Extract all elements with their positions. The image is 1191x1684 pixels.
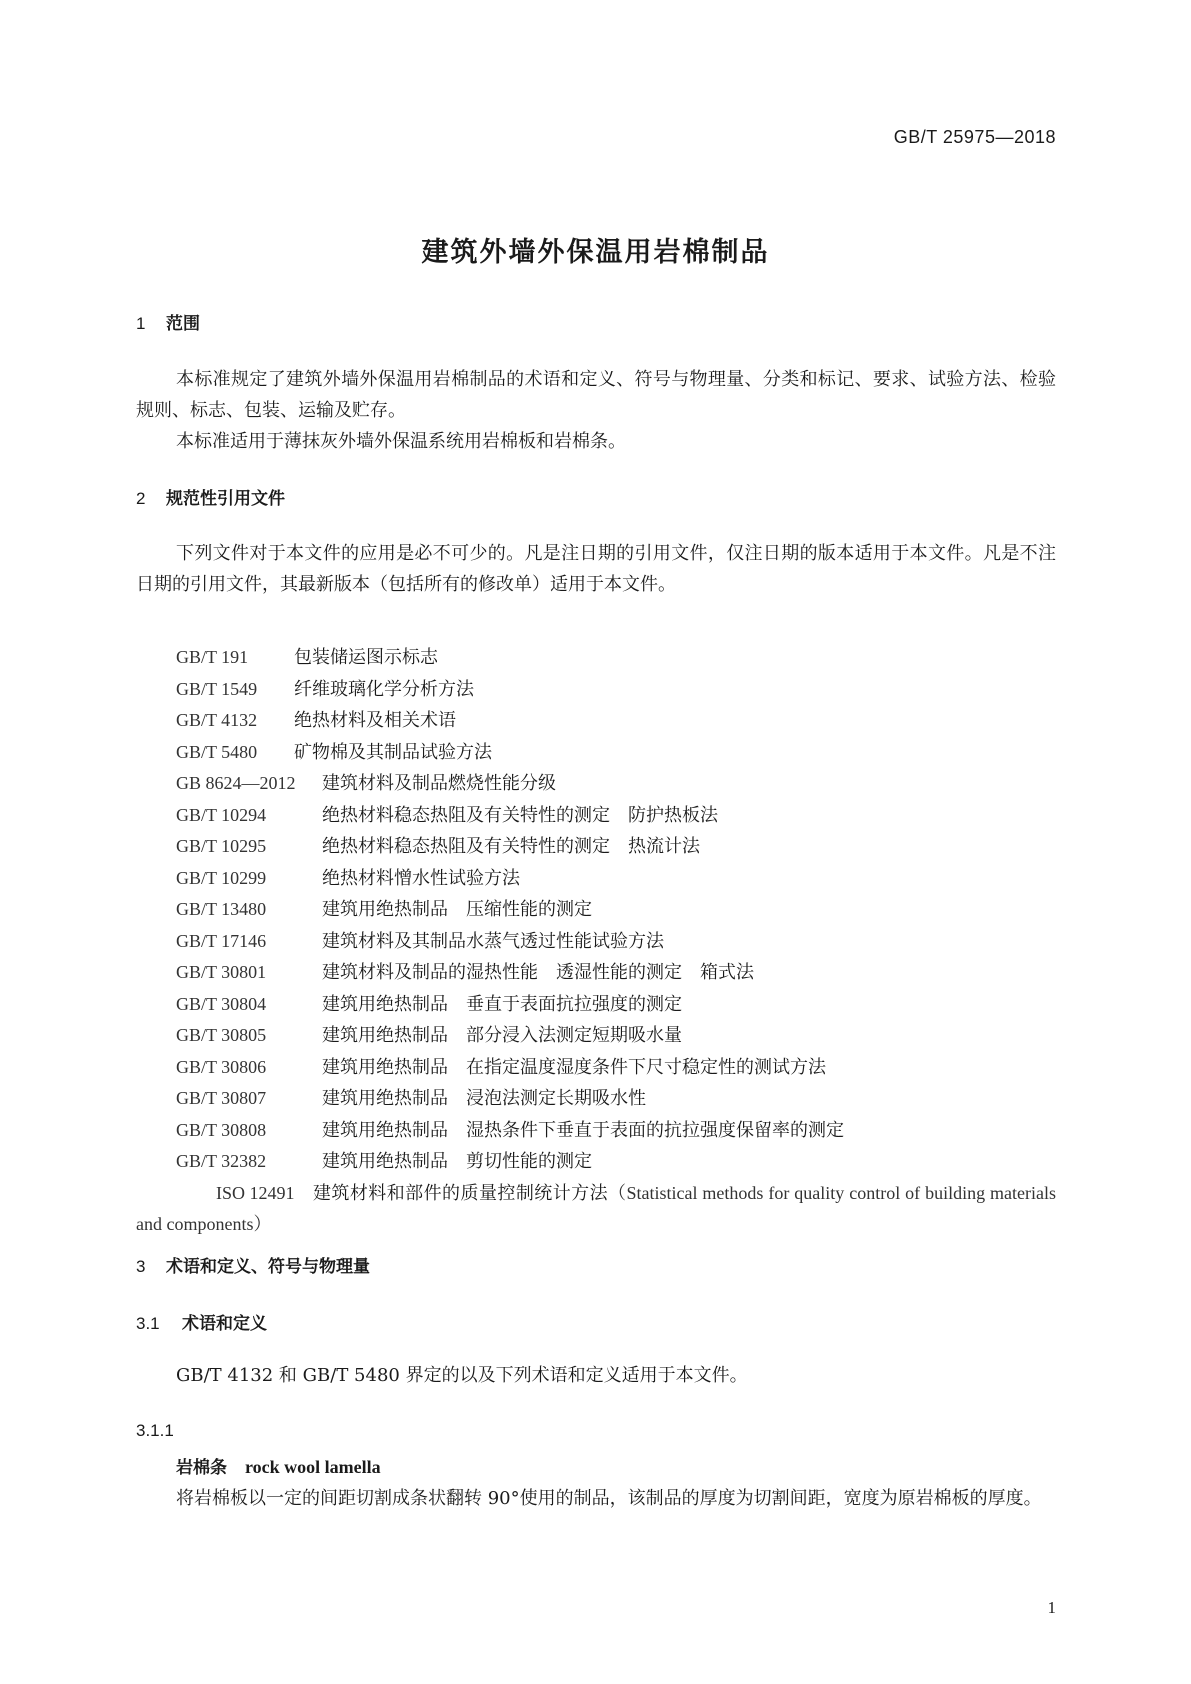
reference-title: 绝热材料稳态热阻及有关特性的测定 防护热板法	[322, 804, 718, 826]
reference-code: GB/T 191	[176, 647, 249, 667]
reference-title: 绝热材料憎水性试验方法	[322, 867, 520, 889]
section-number: 3.1	[136, 1314, 160, 1333]
reference-code: GB/T 30808	[176, 1119, 267, 1140]
reference-code: GB/T 30801	[176, 962, 267, 982]
reference-title: 建筑材料及制品燃烧性能分级	[322, 773, 556, 794]
reference-code: GB/T 4132	[176, 710, 258, 730]
term-definition: 将岩棉板以一定的间距切割成条状翻转 90°使用的制品，该制品的厚度为切割间距，宽度为原岩棉板的厚度。	[176, 1488, 1042, 1509]
reference-item	[176, 1115, 844, 1147]
reference-code: GB/T 32382	[176, 1151, 267, 1171]
section-1-paragraph-1: 本标准规定了建筑外墙外保温用岩棉制品的术语和定义、符号与物理量、分类和标记、要求、试验方法、检验规则、标志、包装、运输及贮存。	[136, 369, 1056, 421]
reference-title: 矿物棉及其制品试验方法	[294, 741, 492, 763]
reference-title: 建筑用绝热制品 湿热条件下垂直于表面的抗拉强度保留率的测定	[322, 1119, 844, 1141]
section-1-heading	[136, 309, 200, 334]
section-title: 术语和定义	[182, 1314, 267, 1334]
reference-code: GB/T 30807	[176, 1088, 267, 1108]
reference-title: 建筑用绝热制品 剪切性能的测定	[322, 1151, 592, 1172]
section-title: 规范性引用文件	[166, 489, 285, 509]
reference-item	[176, 894, 844, 926]
reference-code: GB/T 10295	[176, 836, 267, 856]
section-2-heading	[136, 484, 285, 509]
reference-code: GB/T 30806	[176, 1056, 267, 1077]
term-number: 3.1.1	[136, 1421, 174, 1440]
term-name	[176, 1453, 381, 1478]
term-name-chinese: 岩棉条	[176, 1458, 227, 1478]
reference-title-english: （Statistical methods for quality control of building materials and components）	[136, 1183, 1057, 1234]
document-title: 建筑外墙外保温用岩棉制品	[421, 237, 770, 268]
reference-item	[176, 800, 844, 832]
reference-code: GB/T 17146	[176, 930, 267, 951]
section-1-paragraph-2: 本标准适用于薄抹灰外墙外保温系统用岩棉板和岩棉条。	[176, 431, 626, 452]
reference-title: 建筑用绝热制品 垂直于表面抗拉强度的测定	[322, 993, 682, 1015]
reference-title: 绝热材料及相关术语	[294, 710, 456, 731]
reference-item	[176, 831, 844, 863]
reference-item	[176, 926, 844, 958]
reference-code: GB/T 30805	[176, 1025, 267, 1045]
page-number: 1	[1047, 1598, 1056, 1617]
reference-title: 绝热材料稳态热阻及有关特性的测定 热流计法	[322, 836, 700, 857]
section-number: 1	[136, 314, 146, 333]
term-name-english: rock wool lamella	[245, 1457, 381, 1477]
reference-item	[176, 642, 844, 674]
section-title: 术语和定义、符号与物理量	[166, 1257, 370, 1277]
reference-title: 建筑用绝热制品 压缩性能的测定	[322, 899, 592, 920]
section-3-heading	[136, 1252, 370, 1277]
reference-title: 建筑用绝热制品 部分浸入法测定短期吸水量	[322, 1025, 682, 1046]
reference-code: GB/T 10299	[176, 867, 267, 888]
reference-title: 建筑材料及制品的湿热性能 透湿性能的测定 箱式法	[322, 962, 754, 983]
section-3-1-heading	[136, 1309, 267, 1334]
section-3-1-intro: GB/T 4132 和 GB/T 5480 界定的以及下列术语和定义适用于本文件。	[176, 1365, 748, 1386]
reference-item	[176, 1020, 844, 1052]
section-number: 2	[136, 489, 146, 508]
reference-item	[176, 674, 844, 706]
reference-title: 建筑材料及其制品水蒸气透过性能试验方法	[322, 930, 664, 952]
reference-item	[176, 737, 844, 769]
reference-item	[176, 957, 844, 989]
reference-item	[176, 1083, 844, 1115]
reference-item	[176, 705, 844, 737]
reference-title: 纤维玻璃化学分析方法	[294, 678, 474, 700]
normative-reference-list	[176, 642, 844, 1178]
reference-code: ISO 12491	[216, 1183, 295, 1203]
section-2-intro: 下列文件对于本文件的应用是必不可少的。凡是注日期的引用文件，仅注日期的版本适用于本文件。凡是不注日期的引用文件，其最新版本（包括所有的修改单）适用于本文件。	[136, 543, 1056, 595]
reference-item	[176, 1052, 844, 1084]
section-title: 范围	[166, 314, 200, 334]
section-number: 3	[136, 1257, 146, 1276]
reference-code: GB/T 30804	[176, 993, 267, 1014]
reference-title: 包装储运图示标志	[294, 647, 438, 668]
reference-item	[176, 1146, 844, 1178]
reference-title: 建筑用绝热制品 在指定温度湿度条件下尺寸稳定性的测试方法	[322, 1056, 826, 1078]
reference-title: 建筑用绝热制品 浸泡法测定长期吸水性	[322, 1088, 646, 1109]
reference-item	[176, 768, 844, 800]
reference-title: 建筑材料和部件的质量控制统计方法	[312, 1183, 609, 1204]
reference-code: GB/T 5480	[176, 741, 258, 762]
reference-code: GB/T 10294	[176, 804, 267, 825]
reference-code: GB 8624—2012	[176, 773, 296, 793]
reference-item	[176, 989, 844, 1021]
reference-item	[176, 863, 844, 895]
reference-item-iso	[136, 1178, 1056, 1240]
reference-code: GB/T 13480	[176, 899, 267, 919]
standard-code: GB/T 25975—2018	[893, 127, 1056, 147]
reference-code: GB/T 1549	[176, 678, 258, 699]
